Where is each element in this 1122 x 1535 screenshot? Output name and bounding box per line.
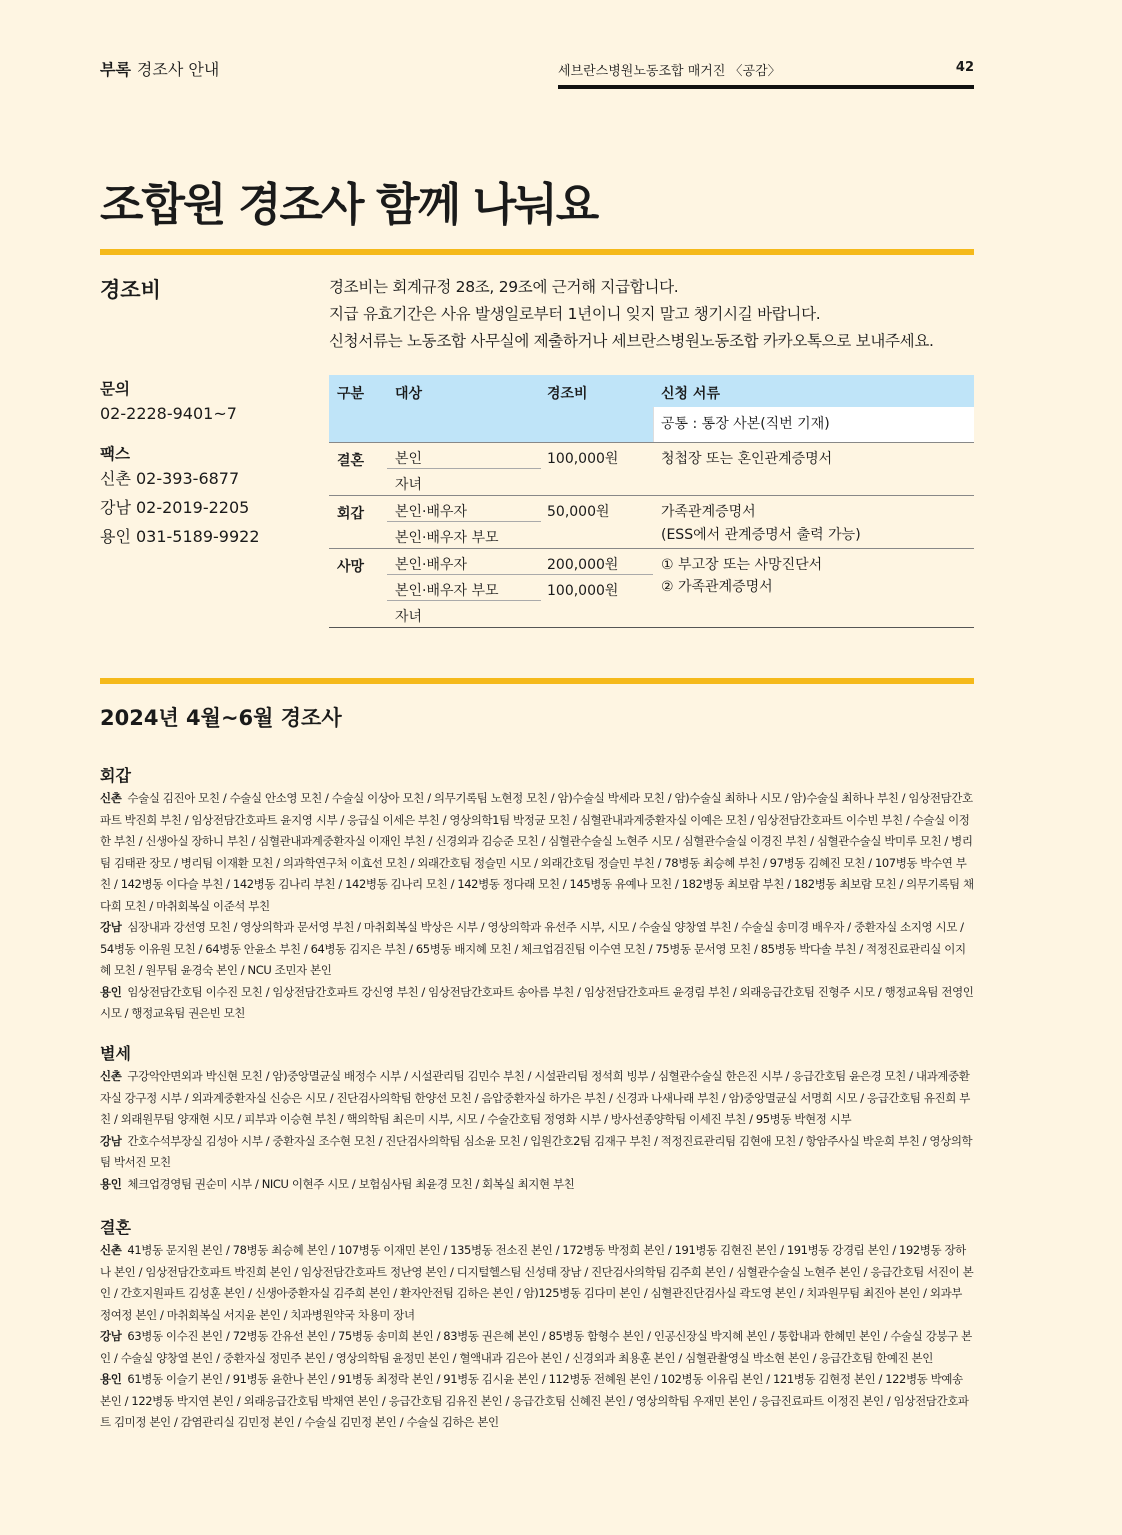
- row-divider: [329, 548, 974, 549]
- region-name: 신촌: [100, 791, 122, 805]
- target: 본인·배우자 부모: [395, 530, 499, 546]
- common-doc: 공통 : 통장 사본(직번 기재): [661, 416, 830, 432]
- amount: 200,000원: [547, 557, 619, 573]
- inquiry-label: 문의: [100, 380, 130, 398]
- region-name: 용인: [100, 1176, 122, 1191]
- fee-intro: [329, 274, 974, 355]
- category-wedding: 결혼: [337, 453, 365, 469]
- document: 청첩장 또는 혼인관계증명서: [661, 451, 833, 467]
- region-entry: [100, 1240, 974, 1326]
- amount: 100,000원: [547, 583, 619, 599]
- magazine-name: 세브란스병원노동조합 매거진 〈공감〉: [558, 64, 781, 79]
- news-list-sixtieth: [100, 788, 974, 1025]
- table-bottom: [329, 627, 974, 628]
- region-text: 체크업경영팀 권순미 시부 / NICU 이현주 시모 / 보험심사팀 최윤경 모친 / 회복실 최지현 부친: [127, 1176, 575, 1191]
- row-divider: [329, 442, 974, 443]
- region-entry: [100, 982, 974, 1025]
- sub-divider: [387, 521, 541, 522]
- target: 본인·배우자: [395, 504, 468, 520]
- sub-divider: [387, 600, 541, 601]
- section-name: 부록: [100, 60, 131, 79]
- region-entry: [100, 1066, 974, 1131]
- region-text: 61병동 이슬기 본인 / 91병동 윤한나 본인 / 91병동 최정락 본인 / 91병동 김시윤 본인 / 112병동 전혜원 본인 / 102병동 이유림 본인 / 121병동 김현정 본인 / 122병동 박예송 본인 / 122병동 박지연 본인 / 외래응급간호팀 박채연 본인 / 응급간호팀 김유진 본인 / 응급간호팀 신혜진 본인 / 영상의학팀 우재민 본인 / 응급진료파트 이정진 본인 / 임상전담간호파트 김미정 본인 / 감염관리실 김민정 본인 / 수술실 김민정 본인 / 수술실 김하은 본인: [100, 1372, 969, 1429]
- region-name: 강남: [100, 920, 122, 934]
- region-entry: [100, 1131, 974, 1174]
- fax-label: 팩스: [100, 445, 130, 463]
- region-text: 수술실 김진아 모친 / 수술실 안소영 모친 / 수술실 이상아 모친 / 의무기록팀 노현정 모친 / 암)수술실 박세라 모친 / 암)수술실 최하나 시모 / 암)수술실 최하나 부친 / 임상전담간호파트 박진희 부친 / 임상전담간호파트 윤지영 시부 / 응급실 이세은 부친 / 영상의학1팀 박정균 모친 / 심혈관내과계중환자실 이예은 모친 / 임상전담간호파트 이수빈 부친 / 수술실 이정한 부친 / 신생아실 장하니 부친 / 심혈관내과계중환자실 이재인 부친 / 신경외과 김승준 모친 / 심혈관수술실 노현주 시모 / 심혈관수술실 이경진 부친 / 심혈관수술실 박미루 모친 / 병리팀 김태관 장모 / 병리팀 이재환 모친 / 의과학연구처 이효선 모친 / 외래간호팀 정슬민 시모 / 외래간호팀 정슬민 부친 / 78병동 최승혜 부친 / 97병동 김혜진 모친 / 107병동 박수연 부친 / 142병동 이다슬 부친 / 142병동 김나리 부친 / 142병동 김나리 모친 / 142병동 정다래 모친 / 145병동 유예나 모친 / 182병동 최보람 부친 / 182병동 최보람 모친 / 의무기록팀 채다희 모친 / 마취회복실 이준석 부친: [100, 791, 974, 913]
- document: ② 가족관계증명서: [661, 579, 773, 595]
- sub-divider: [387, 468, 541, 469]
- region-entry: [100, 1369, 974, 1434]
- document: (ESS에서 관계증명서 출력 가능): [661, 527, 861, 543]
- header-docs: 신청 서류: [661, 386, 720, 402]
- news-heading-sixtieth: 회갑: [100, 766, 131, 785]
- region-entry: [100, 788, 974, 917]
- header-rule: [558, 85, 974, 89]
- intro-line: 신청서류는 노동조합 사무실에 제출하거나 세브란스병원노동조합 카카오톡으로 보내주세요.: [329, 332, 934, 350]
- target: 자녀: [395, 609, 423, 625]
- target: 본인·배우자: [395, 557, 468, 573]
- header-amount: 경조비: [547, 386, 588, 402]
- region-text: 63병동 이수진 본인 / 72병동 간유선 본인 / 75병동 송미희 본인 / 83병동 권은혜 본인 / 85병동 함형수 본인 / 인공신장실 박지혜 본인 / 통합내과 한혜민 본인 / 수술실 강붕구 본인 / 수술실 양창열 본인 / 중환자실 정민주 본인 / 영상의학팀 윤정민 본인 / 혈액내과 김은아 본인 / 신경외과 최용훈 본인 / 심혈관촬영실 박소현 본인 / 응급간호팀 한예진 본인: [100, 1329, 972, 1365]
- category-sixtieth: 회갑: [337, 506, 365, 522]
- region-name: 신촌: [100, 1243, 122, 1257]
- fax-number: 용인 031-5189-9922: [100, 527, 260, 546]
- target: 자녀: [395, 477, 423, 493]
- region-entry: [100, 917, 974, 982]
- region-text: 심장내과 강선영 모친 / 영상의학과 문서영 부친 / 마취회복실 박상은 시부 / 영상의학과 유선주 시부, 시모 / 수술실 양창열 부친 / 수술실 송미경 배우자 / 중환자실 소지영 시모 / 54병동 이유원 모친 / 64병동 안윤소 부친 / 64병동 김지은 부친 / 65병동 배지혜 모친 / 체크업검진팀 이수연 모친 / 75병동 문서영 모친 / 85병동 박다솔 부친 / 적정진료관리실 이지혜 모친 / 원무팀 윤경숙 본인 / NCU 조민자 본인: [100, 920, 966, 977]
- fax-number: 신촌 02-393-6877: [100, 469, 240, 488]
- contact-info: [100, 377, 320, 551]
- region-name: 용인: [100, 1372, 122, 1386]
- header-category: 구분: [337, 386, 365, 402]
- region-entry: [100, 1326, 974, 1369]
- section-label: [100, 57, 219, 80]
- document: 가족관계증명서: [661, 504, 756, 520]
- header-target: 대상: [395, 386, 423, 402]
- amount: 100,000원: [547, 451, 619, 467]
- row-divider: [329, 495, 974, 496]
- region-name: 용인: [100, 984, 122, 999]
- region-text: 41병동 문지원 본인 / 78병동 최승혜 본인 / 107병동 이재민 본인 / 135병동 전소진 본인 / 172병동 박정희 본인 / 191병동 김현진 본인 / 191병동 강경림 본인 / 192병동 장하나 본인 / 임상전담간호파트 박진희 본인 / 임상전담간호파트 정난영 본인 / 디지털헬스팀 신성태 장남 / 진단검사의학팀 김주희 본인 / 심혈관수술실 노현주 본인 / 응급간호팀 서진이 본인 / 간호지원파트 김성훈 본인 / 신생아중환자실 김주희 본인 / 환자안전팀 김하은 본인 / 암)125병동 김다미 본인 / 심혈관진단검사실 곽도영 본인 / 치과원무팀 최진아 본인 / 외과부 정여정 본인 / 마취회복실 서지윤 본인 / 치과병원약국 차용미 장녀: [100, 1243, 974, 1322]
- inquiry-phone: 02-2228-9401~7: [100, 404, 237, 423]
- target: 본인·배우자 부모: [395, 583, 499, 599]
- region-text: 임상전담간호팀 이수진 모친 / 임상전담간호파트 강신영 부친 / 임상전담간호파트 송아름 부친 / 임상전담간호파트 윤경림 부친 / 외래응급간호팀 진형주 시모 / 행정교육팀 전영인 시모 / 행정교육팀 권은빈 모친: [100, 984, 974, 1020]
- amount: 50,000원: [547, 504, 610, 520]
- news-list-death: [100, 1066, 974, 1195]
- news-heading-death: 별세: [100, 1044, 131, 1063]
- region-name: 강남: [100, 1133, 122, 1148]
- sub-divider: [541, 574, 653, 575]
- region-name: 강남: [100, 1329, 122, 1343]
- news-title: 2024년 4월~6월 경조사: [100, 706, 342, 730]
- region-text: 간호수석부장실 김성아 시부 / 중환자실 조수현 모친 / 진단검사의학팀 심소윤 모친 / 입원간호2팀 김재구 부친 / 적정진료관리팀 김현애 모친 / 항암주사실 박운희 부친 / 영상의학팀 박서진 모친: [100, 1133, 973, 1169]
- target: 본인: [395, 451, 423, 467]
- region-entry: [100, 1174, 974, 1196]
- page-title: 조합원 경조사 함께 나눠요: [100, 178, 598, 231]
- title-divider: [100, 249, 974, 255]
- section-divider: [100, 678, 974, 684]
- news-heading-wedding: 결혼: [100, 1218, 131, 1237]
- region-name: 신촌: [100, 1069, 122, 1083]
- page-number: 42: [955, 60, 974, 75]
- news-list-wedding: [100, 1240, 974, 1434]
- category-death: 사망: [337, 559, 365, 575]
- sub-divider: [387, 574, 541, 575]
- intro-line: 지급 유효기간은 사유 발생일로부터 1년이니 잊지 말고 챙기시길 바랍니다.: [329, 305, 821, 323]
- fax-number: 강남 02-2019-2205: [100, 498, 250, 517]
- document: ① 부고장 또는 사망진단서: [661, 557, 823, 573]
- intro-line: 경조비는 회계규정 28조, 29조에 근거해 지급합니다.: [329, 278, 679, 296]
- magazine-header: [558, 60, 974, 79]
- subsection-name: 경조사 안내: [136, 60, 220, 79]
- fee-heading: 경조비: [100, 278, 161, 302]
- region-text: 구강악안면외과 박신현 모친 / 암)중앙멸균실 배정수 시부 / 시설관리팀 김민수 부친 / 시설관리팀 정석희 빙부 / 심혈관수술실 한은진 시부 / 응급간호팀 윤은경 모친 / 내과계중환자실 강구정 시부 / 외과계중환자실 신승은 시모 / 진단검사의학팀 한양선 모친 / 음압중환자실 하가은 부친 / 신경과 나새나래 부친 / 암)중앙멸균실 서명희 시모 / 응급간호팀 유진희 부친 / 외래원무팀 양재현 시모 / 피부과 이승현 부친 / 핵의학팀 최은미 시부, 시모 / 수술간호팀 정영화 시부 / 방사선종양학팀 이세진 부친 / 95병동 박현정 시부: [100, 1069, 970, 1126]
